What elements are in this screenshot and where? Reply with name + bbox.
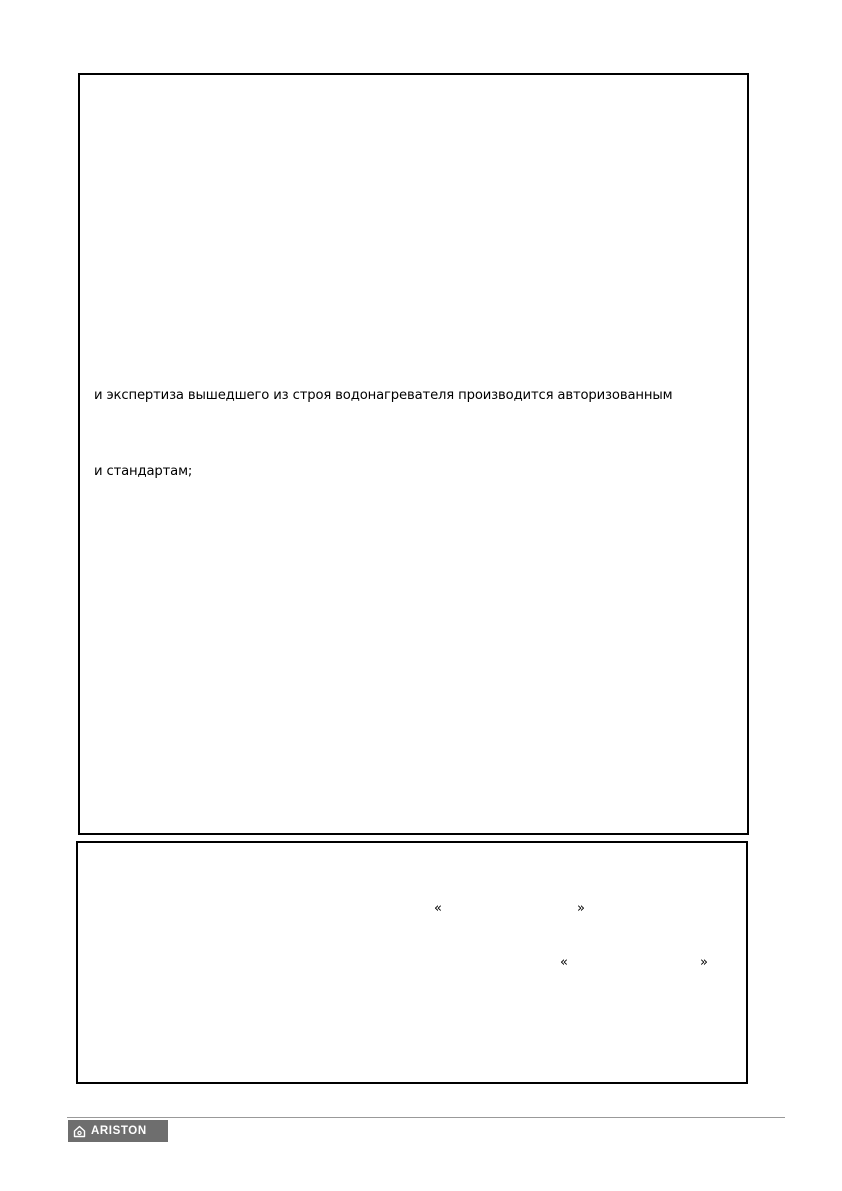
- ariston-logo: [68, 1120, 168, 1142]
- brand-name: ARISTON: [91, 1125, 147, 1137]
- standards-text-line: и стандартам;: [94, 464, 193, 479]
- quote-close-2: »: [700, 955, 708, 970]
- footer-divider: [67, 1117, 785, 1118]
- quote-open-2: «: [560, 955, 568, 970]
- quote-open-1: «: [434, 901, 442, 916]
- quote-close-1: »: [577, 901, 585, 916]
- expertise-text-line: и экспертиза вышедшего из строя водонагревателя производится авторизованным: [94, 388, 673, 403]
- warranty-conditions-box: [78, 73, 749, 835]
- dealer-info-box: [76, 841, 748, 1084]
- house-icon: [73, 1125, 86, 1138]
